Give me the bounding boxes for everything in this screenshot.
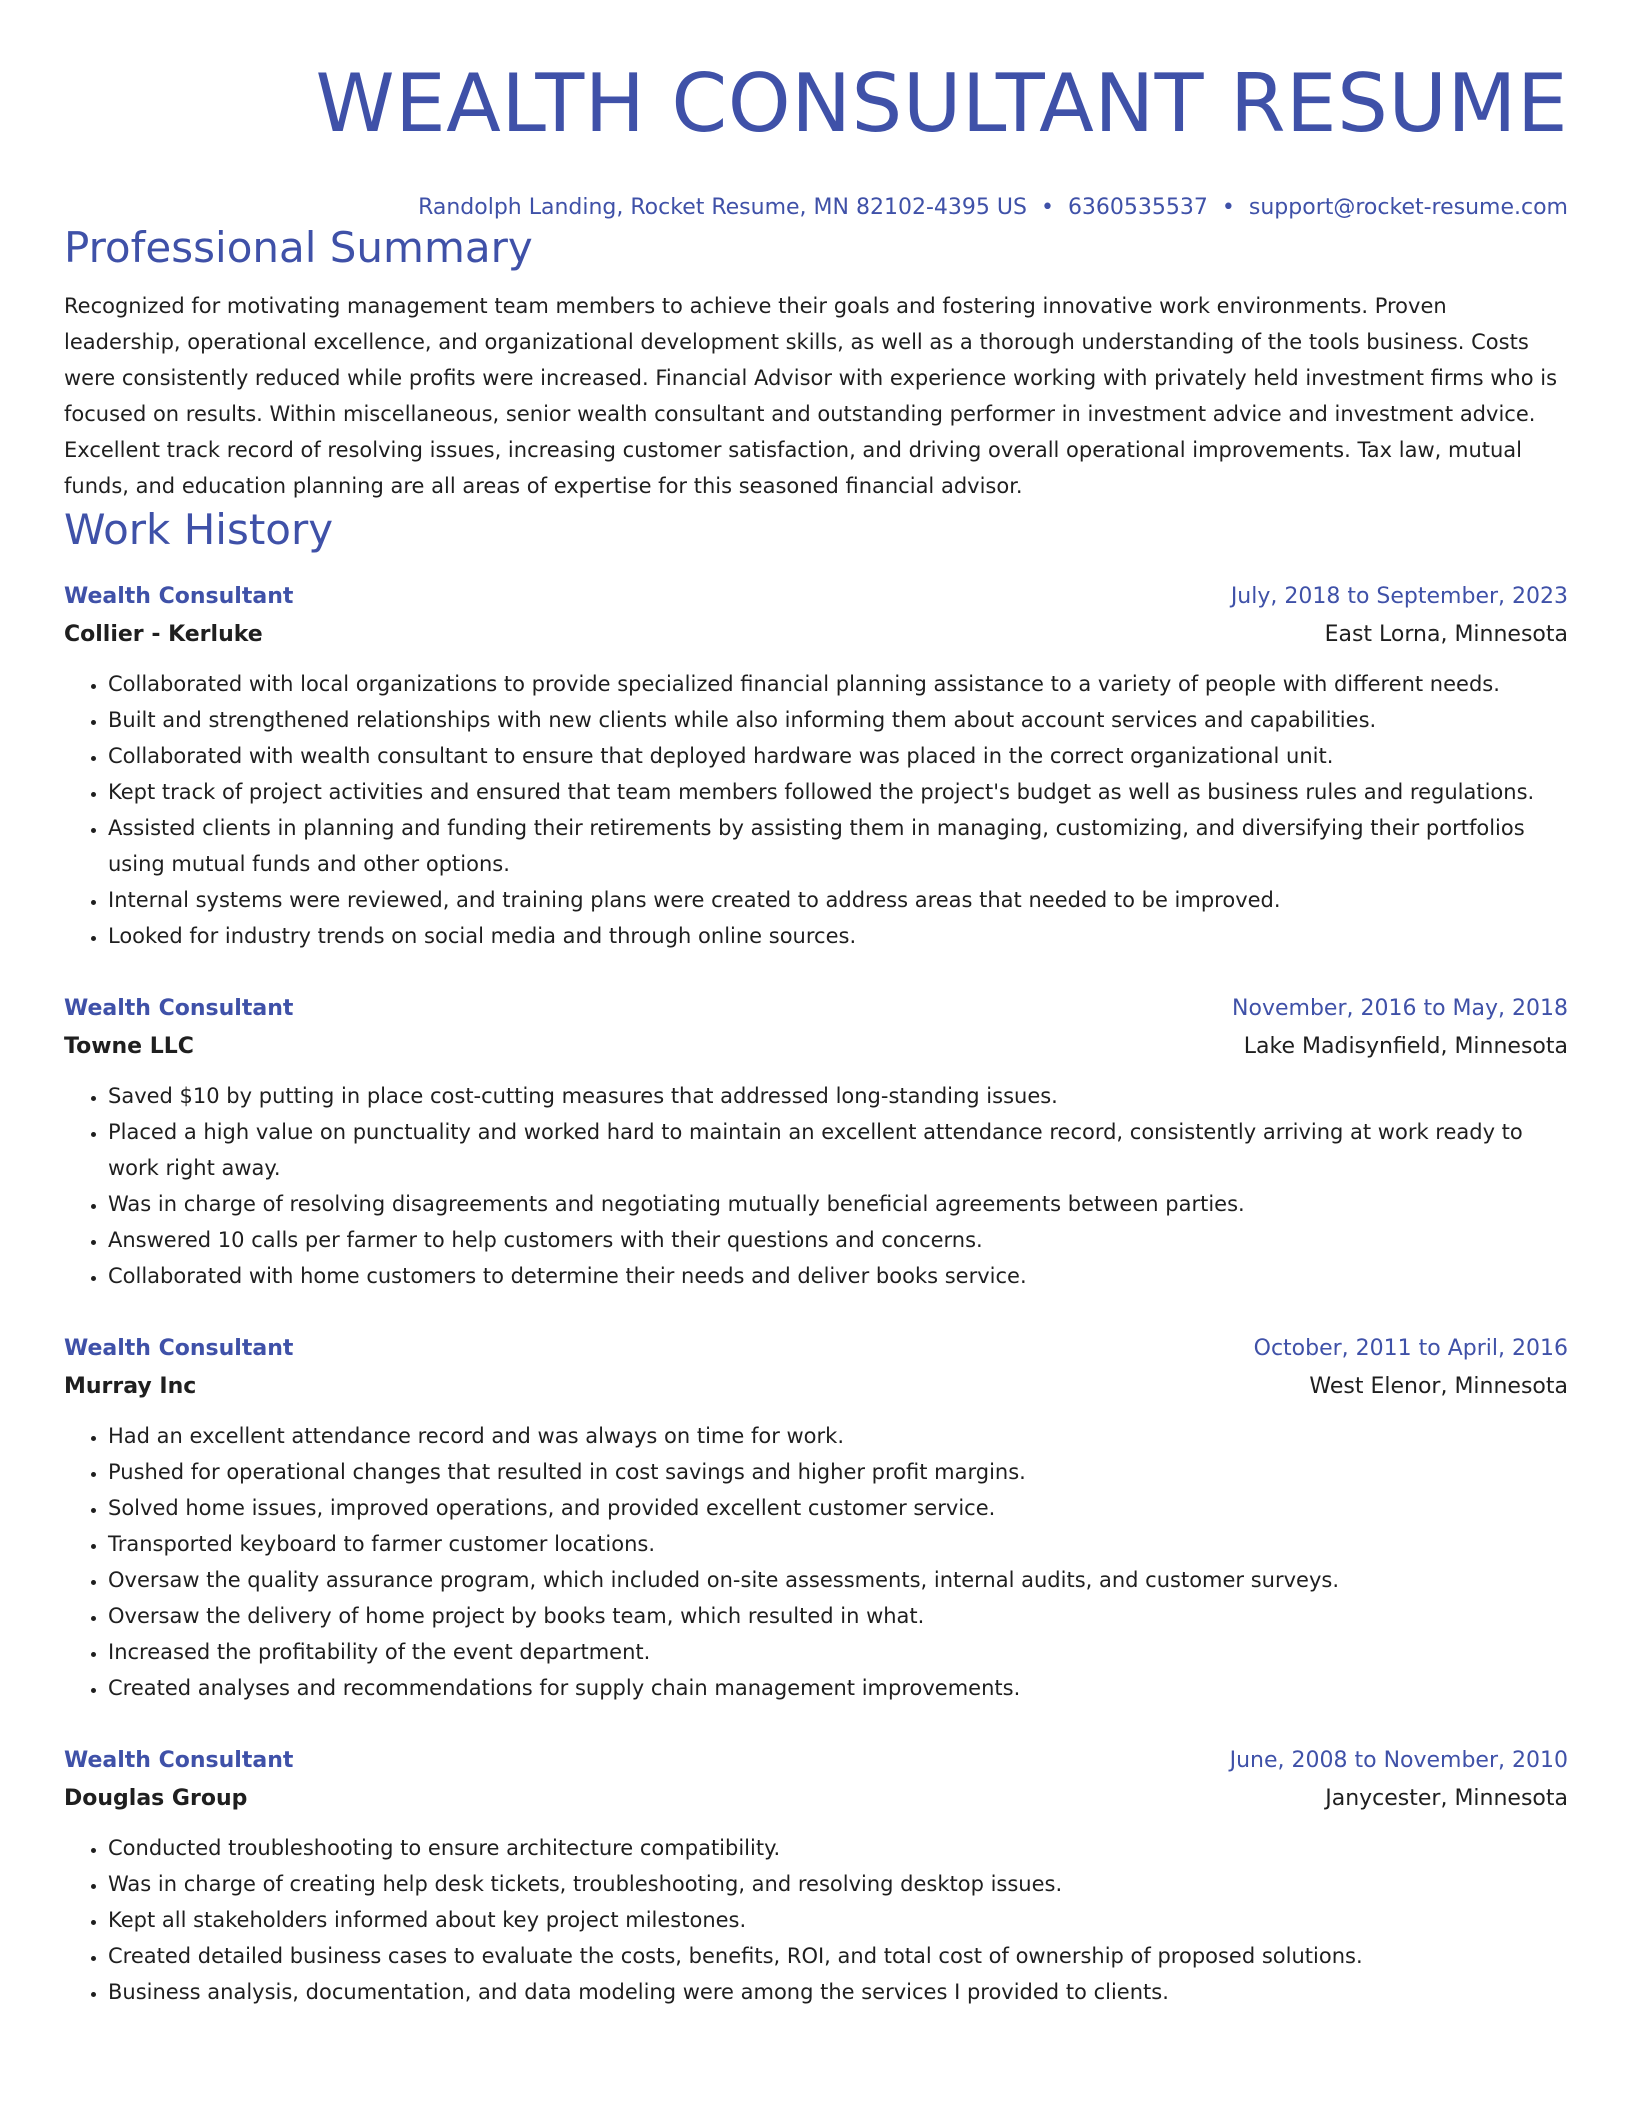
- job-bullet: • Collaborated with home customers to determine their needs and deliver books service.: [108, 1258, 1568, 1294]
- job-company-row: [64, 1028, 1568, 1066]
- summary-text: Recognized for motivating management team members to achieve their goals and fostering innovative work environments. Proven leadership, operational excellence, and organizational development skills, as well as a thorough understanding of the tools business. Costs were consistently reduced while profits were increased. Financial Advisor with experience working with privately held investment firms who is focused on results. Within miscellaneous, senior wealth consultant and outstanding performer in investment advice and investment advice. Excellent track record of resolving issues, increasing customer satisfaction, and driving overall operational improvements. Tax law, mutual funds, and education planning are all areas of expertise for this seasoned financial advisor.: [64, 294, 1558, 498]
- job-bullet: • Collaborated with local organizations to provide specialized financial planning assistance to a variety of people with different needs.: [108, 666, 1568, 702]
- job-bullets: [64, 1078, 1568, 1294]
- job-bullet: • Created analyses and recommendations for supply chain management improvements.: [108, 1670, 1568, 1706]
- contact-email: support@rocket-resume.com: [1248, 195, 1568, 220]
- job-company: Douglas Group: [64, 1786, 248, 1811]
- job-dates: July, 2018 to September, 2023: [1230, 584, 1568, 609]
- contact-line: [64, 194, 1568, 222]
- job-entry: [64, 1742, 1568, 2010]
- job-bullet: • Transported keyboard to farmer customer locations.: [108, 1526, 1568, 1562]
- job-bullet: • Was in charge of resolving disagreements and negotiating mutually beneficial agreements between parties.: [108, 1186, 1568, 1222]
- job-company-row: [64, 1780, 1568, 1818]
- job-company: Collier - Kerluke: [64, 622, 263, 647]
- job-entry: [64, 1330, 1568, 1706]
- job-title: Wealth Consultant: [64, 584, 294, 609]
- job-bullet: • Built and strengthened relationships with new clients while also informing them about account services and capabilities.: [108, 702, 1568, 738]
- job-title: Wealth Consultant: [64, 1748, 294, 1773]
- job-header-row: [64, 1330, 1568, 1368]
- job-company: Murray Inc: [64, 1374, 197, 1399]
- job-location: East Lorna, Minnesota: [1324, 622, 1568, 647]
- job-bullet: • Placed a high value on punctuality and worked hard to maintain an excellent attendance record, consistently arriving at work ready to work right away.: [108, 1114, 1568, 1186]
- job-bullet: • Had an excellent attendance record and was always on time for work.: [108, 1418, 1568, 1454]
- job-bullet: • Saved $10 by putting in place cost-cutting measures that addressed long-standing issues.: [108, 1078, 1568, 1114]
- job-bullet: • Assisted clients in planning and funding their retirements by assisting them in managing, customizing, and diversifying their portfolios using mutual funds and other options.: [108, 810, 1568, 882]
- job-bullet: • Conducted troubleshooting to ensure architecture compatibility.: [108, 1830, 1568, 1866]
- job-entry: [64, 578, 1568, 954]
- summary-heading: Professional Summary: [64, 223, 533, 272]
- job-header-row: [64, 1742, 1568, 1780]
- job-bullet: • Collaborated with wealth consultant to ensure that deployed hardware was placed in the correct organizational unit.: [108, 738, 1568, 774]
- job-bullet: • Was in charge of creating help desk tickets, troubleshooting, and resolving desktop issues.: [108, 1866, 1568, 1902]
- job-bullet: • Looked for industry trends on social media and through online sources.: [108, 918, 1568, 954]
- job-bullet: • Solved home issues, improved operations, and provided excellent customer service.: [108, 1490, 1568, 1526]
- resume-title: WEALTH CONSULTANT RESUME: [315, 57, 1568, 150]
- contact-address: Randolph Landing, Rocket Resume, MN 82102-4395 US: [418, 195, 1027, 220]
- job-bullet: • Oversaw the quality assurance program, which included on-site assessments, internal audits, and customer surveys.: [108, 1562, 1568, 1598]
- work-history-heading: Work History: [64, 505, 334, 554]
- job-dates: October, 2011 to April, 2016: [1253, 1336, 1568, 1361]
- contact-separator: •: [1221, 195, 1235, 220]
- job-bullet: • Kept all stakeholders informed about key project milestones.: [108, 1902, 1568, 1938]
- resume-page: [64, 0, 1568, 2010]
- job-bullet: • Oversaw the delivery of home project by books team, which resulted in what.: [108, 1598, 1568, 1634]
- job-bullet: • Internal systems were reviewed, and training plans were created to address areas that needed to be improved.: [108, 882, 1568, 918]
- contact-phone: 6360535537: [1067, 195, 1208, 220]
- job-bullets: [64, 666, 1568, 954]
- contact-separator: •: [1040, 195, 1054, 220]
- job-location: Lake Madisynfield, Minnesota: [1243, 1034, 1568, 1059]
- job-bullet: • Kept track of project activities and ensured that team members followed the project's budget as well as business rules and regulations.: [108, 774, 1568, 810]
- job-header-row: [64, 990, 1568, 1028]
- job-company-row: [64, 1368, 1568, 1406]
- job-dates: June, 2008 to November, 2010: [1229, 1748, 1568, 1773]
- job-bullet: • Increased the profitability of the event department.: [108, 1634, 1568, 1670]
- job-header-row: [64, 578, 1568, 616]
- job-bullet: • Answered 10 calls per farmer to help customers with their questions and concerns.: [108, 1222, 1568, 1258]
- job-bullet: • Created detailed business cases to evaluate the costs, benefits, ROI, and total cost of ownership of proposed solutions.: [108, 1938, 1568, 1974]
- job-company: Towne LLC: [64, 1034, 194, 1059]
- job-bullets: [64, 1418, 1568, 1706]
- job-location: West Elenor, Minnesota: [1309, 1374, 1568, 1399]
- job-bullet: • Pushed for operational changes that resulted in cost savings and higher profit margins.: [108, 1454, 1568, 1490]
- job-title: Wealth Consultant: [64, 996, 294, 1021]
- job-dates: November, 2016 to May, 2018: [1232, 996, 1568, 1021]
- job-bullet: • Business analysis, documentation, and data modeling were among the services I provided to clients.: [108, 1974, 1568, 2010]
- job-entry: [64, 990, 1568, 1294]
- job-bullets: [64, 1830, 1568, 2010]
- job-company-row: [64, 616, 1568, 654]
- job-location: Janycester, Minnesota: [1325, 1786, 1568, 1811]
- job-title: Wealth Consultant: [64, 1336, 294, 1361]
- work-history-list: [64, 578, 1568, 2010]
